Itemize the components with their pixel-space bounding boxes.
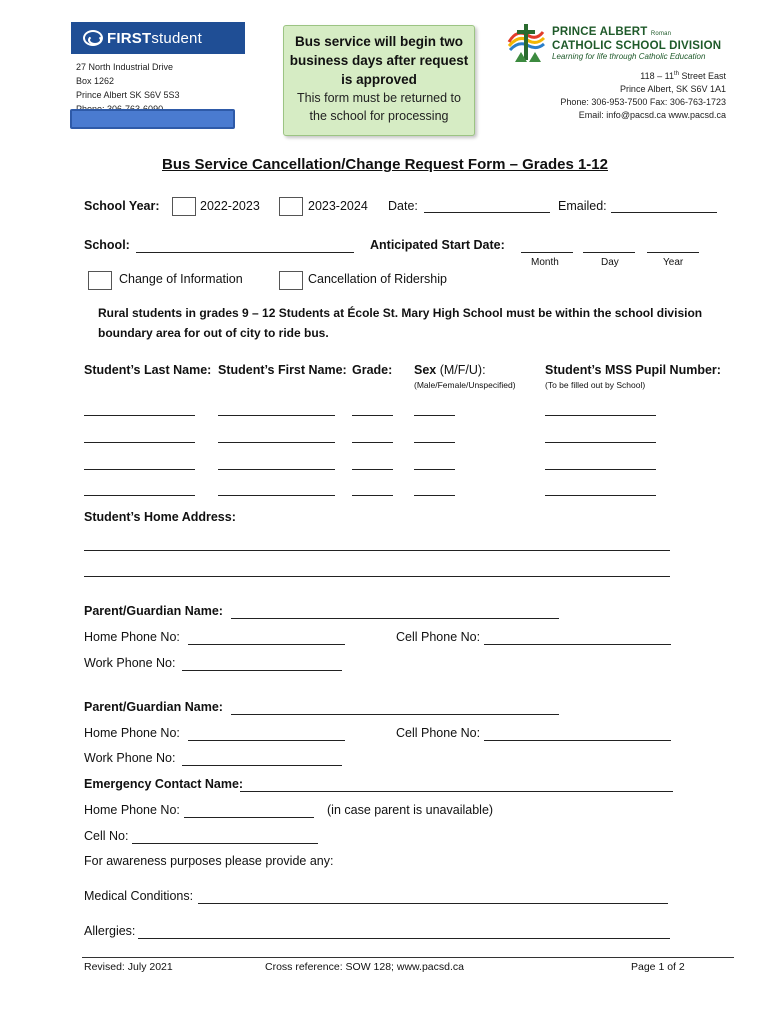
cancel-ridership-label: Cancellation of Ridership	[308, 272, 447, 286]
first-student-swirl-icon	[83, 30, 103, 46]
guardian-2-cell-phone-field[interactable]	[484, 740, 671, 741]
col-last-name: Student’s Last Name:	[84, 363, 212, 377]
date-field[interactable]	[424, 212, 550, 213]
medical-label: Medical Conditions:	[84, 889, 194, 903]
day-label: Day	[601, 257, 619, 268]
guardian-1-cell-phone-label: Cell Phone No:	[396, 630, 481, 644]
date-label: Date:	[388, 199, 418, 213]
sex-field[interactable]	[414, 469, 455, 470]
start-day-field[interactable]	[583, 252, 635, 253]
month-label: Month	[531, 257, 559, 268]
rural-note-line1: Rural students in grades 9 – 12 Students at École St. Mary High School must be within the school division	[98, 306, 703, 320]
mss-number-field[interactable]	[545, 415, 656, 416]
guardian-2-label: Parent/Guardian Name:	[84, 700, 223, 714]
year-2023-checkbox[interactable]	[279, 197, 303, 216]
start-month-field[interactable]	[521, 252, 573, 253]
notice-line: Bus service will begin two	[294, 34, 464, 49]
footer-page-number: Page 1 of 2	[631, 961, 685, 973]
col-mss-note: (To be filled out by School)	[545, 380, 646, 390]
emailed-field[interactable]	[611, 212, 717, 213]
grade-field[interactable]	[352, 442, 393, 443]
pacsd-tagline: Learning for life through Catholic Education	[552, 52, 706, 61]
year-label: Year	[663, 257, 684, 268]
emailed-label: Emailed:	[558, 199, 607, 213]
sex-field[interactable]	[414, 415, 455, 416]
first-name-field[interactable]	[218, 415, 335, 416]
notice-line: is approved	[341, 72, 417, 87]
last-name-field[interactable]	[84, 442, 195, 443]
grade-field[interactable]	[352, 469, 393, 470]
guardian-2-name-field[interactable]	[231, 714, 559, 715]
last-name-field[interactable]	[84, 495, 195, 496]
change-info-checkbox[interactable]	[88, 271, 112, 290]
mss-number-field[interactable]	[545, 469, 656, 470]
pacsd-address	[560, 68, 726, 122]
notice-box	[283, 25, 475, 136]
year-2022-checkbox[interactable]	[172, 197, 196, 216]
cell-no-label: Cell No:	[84, 829, 129, 843]
guardian-1-home-phone-label: Home Phone No:	[84, 630, 180, 644]
school-label: School:	[84, 238, 130, 252]
guardian-1-cell-phone-field[interactable]	[484, 644, 671, 645]
phone-fax-line: Phone: 306-953-7500 Fax: 306-763-1723	[560, 97, 726, 107]
address-line: Box 1262	[76, 76, 115, 86]
parent-unavailable-note: (in case parent is unavailable)	[327, 803, 494, 817]
guardian-1-home-phone-field[interactable]	[188, 644, 345, 645]
start-date-label: Anticipated Start Date:	[370, 238, 505, 252]
col-sex-note: (Male/Female/Unspecified)	[414, 380, 516, 390]
col-sex: Sex (M/F/U):	[414, 363, 486, 377]
address-line: Prince Albert SK S6V 5S3	[76, 90, 180, 100]
home-address-label: Student’s Home Address:	[84, 510, 236, 524]
sex-field[interactable]	[414, 442, 455, 443]
address-line: Prince Albert, SK S6V 1A1	[619, 84, 726, 94]
guardian-1-name-field[interactable]	[231, 618, 559, 619]
last-name-field[interactable]	[84, 469, 195, 470]
footer-cross-reference: Cross reference: SOW 128; www.pacsd.ca	[265, 961, 464, 973]
emergency-home-phone-label: Home Phone No:	[84, 803, 180, 817]
email-web-line: Email: info@pacsd.ca www.pacsd.ca	[578, 110, 726, 120]
allergies-label: Allergies:	[84, 924, 136, 938]
medical-field[interactable]	[198, 903, 668, 904]
pacsd-cross-logo-icon	[507, 22, 547, 66]
guardian-1-work-phone-field[interactable]	[182, 670, 342, 671]
first-name-field[interactable]	[218, 469, 335, 470]
notice-line: This form must be returned to	[297, 91, 461, 105]
notice-line: business days after request	[289, 53, 469, 68]
guardian-2-work-phone-label: Work Phone No:	[84, 751, 176, 765]
guardian-2-home-phone-label: Home Phone No:	[84, 726, 180, 740]
cell-no-field[interactable]	[132, 843, 318, 844]
emergency-contact-label: Emergency Contact Name:	[84, 777, 244, 791]
col-first-name: Student’s First Name:	[218, 363, 347, 377]
first-name-field[interactable]	[218, 442, 335, 443]
guardian-2-cell-phone-label: Cell Phone No:	[396, 726, 481, 740]
col-grade: Grade:	[352, 363, 393, 377]
emergency-contact-field[interactable]	[240, 791, 673, 792]
grade-field[interactable]	[352, 415, 393, 416]
pacsd-name-line1: PRINCE ALBERT	[552, 26, 648, 38]
allergies-field[interactable]	[138, 938, 670, 939]
footer-divider	[82, 957, 734, 958]
logo-text-regular: student	[151, 29, 202, 47]
pacsd-name-small: Roman	[650, 31, 672, 37]
guardian-2-work-phone-field[interactable]	[182, 765, 342, 766]
pacsd-name-line2: CATHOLIC SCHOOL DIVISION	[552, 40, 722, 52]
col-mss: Student’s MSS Pupil Number:	[545, 363, 721, 377]
awareness-label: For awareness purposes please provide any:	[84, 854, 334, 868]
home-address-field-2[interactable]	[84, 576, 670, 577]
home-address-field-1[interactable]	[84, 550, 670, 551]
blue-highlight-bar	[70, 109, 235, 129]
address-street: 118 – 11th Street East	[640, 71, 726, 81]
mss-number-field[interactable]	[545, 442, 656, 443]
form-title: Bus Service Cancellation/Change Request Form – Grades 1-12	[162, 156, 608, 173]
pacsd-name	[552, 26, 721, 52]
school-field[interactable]	[136, 252, 354, 253]
address-line: 27 North Industrial Drive	[76, 62, 174, 72]
start-year-field[interactable]	[647, 252, 699, 253]
change-info-label: Change of Information	[119, 272, 243, 286]
grade-field[interactable]	[352, 495, 393, 496]
first-student-address	[76, 60, 180, 116]
emergency-home-phone-field[interactable]	[184, 817, 314, 818]
cancel-ridership-checkbox[interactable]	[279, 271, 303, 290]
school-year-label: School Year:	[84, 199, 160, 213]
rural-note-line2: boundary area for out of city to ride bus.	[98, 326, 329, 340]
notice-line: the school for processing	[309, 109, 449, 123]
year-2022-label: 2022-2023	[200, 199, 260, 213]
guardian-2-home-phone-field[interactable]	[188, 740, 345, 741]
footer-revised: Revised: July 2021	[84, 961, 173, 973]
guardian-1-work-phone-label: Work Phone No:	[84, 656, 176, 670]
first-name-field[interactable]	[218, 495, 335, 496]
year-2023-label: 2023-2024	[308, 199, 368, 213]
mss-number-field[interactable]	[545, 495, 656, 496]
guardian-1-label: Parent/Guardian Name:	[84, 604, 223, 618]
first-student-logo	[71, 22, 245, 54]
sex-field[interactable]	[414, 495, 455, 496]
last-name-field[interactable]	[84, 415, 195, 416]
logo-text-bold: FIRST	[107, 29, 152, 47]
